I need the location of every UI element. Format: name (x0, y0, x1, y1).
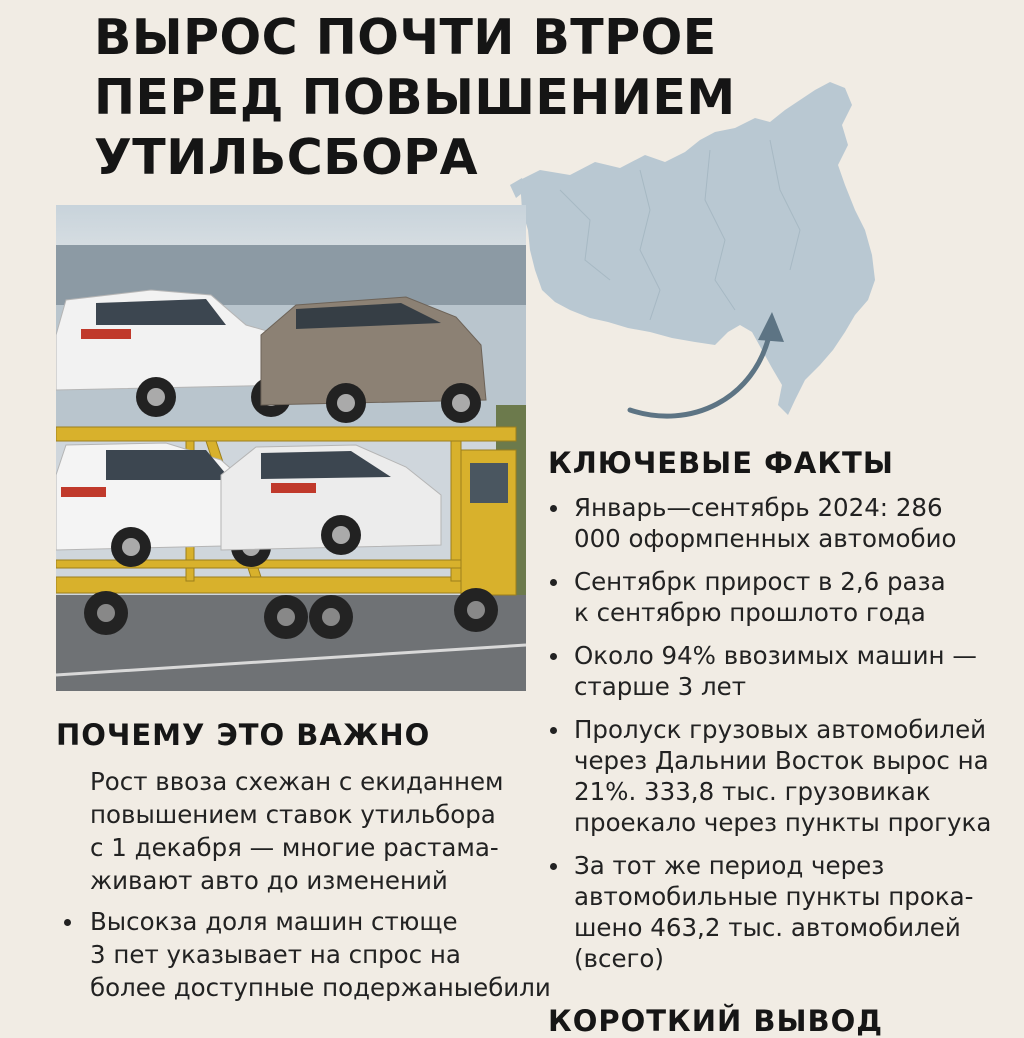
why-heading: ПОЧЕМУ ЭТО ВАЖНО (56, 718, 431, 752)
title-line-3: УТИЛЬСБОРА (94, 129, 479, 186)
why-paragraph: Рост ввоза схежан с екиданнем повышением ставок утильбора с 1 декабря — многие растама- живают авто до изменений (90, 767, 504, 895)
curved-arrow (630, 332, 770, 416)
why-list (62, 905, 551, 1004)
key-fact-item: За тот же период через автомобильные пункты прока- шено 463,2 тыс. автомобилей (всего) (548, 850, 1018, 974)
why-list-item: Высокза доля машин стюще 3 пет указывает на спрос на более доступные подержаныебили (62, 905, 522, 1004)
key-facts-list (548, 492, 1018, 986)
title-line-2: ПЕРЕД ПОВЫШЕНИЕМ (94, 69, 736, 126)
russia-map-illustration (500, 70, 900, 430)
title-line-1: ВЫРОС ПОЧТИ ВТРОЕ (94, 9, 717, 66)
key-facts-heading: КЛЮЧЕВЫЕ ФАКТЫ (548, 446, 894, 480)
russia-map-shape (520, 82, 875, 415)
conclusion-heading: КОРОТКИЙ ВЫВОД (548, 1004, 884, 1038)
key-fact-item: Около 94% ввозимых машин — старше 3 лет (548, 640, 1018, 702)
key-fact-item: Пролуск грузовых автомобилей через Дальнии Восток вырос на 21%. 333,8 тыс. грузовикак проекало через пункты прогука (548, 714, 1018, 838)
truck-cab (461, 450, 516, 595)
key-fact-item: Январь—сентябрь 2024: 286 000 оформпенных автомобио (548, 492, 1018, 554)
car-transporter-illustration (56, 205, 526, 691)
key-fact-item: Сентябрк прирост в 2,6 раза к сентябрю прошлото года (548, 566, 1018, 628)
car-transporter-photo (56, 205, 526, 691)
car-bottom-right (221, 445, 441, 555)
